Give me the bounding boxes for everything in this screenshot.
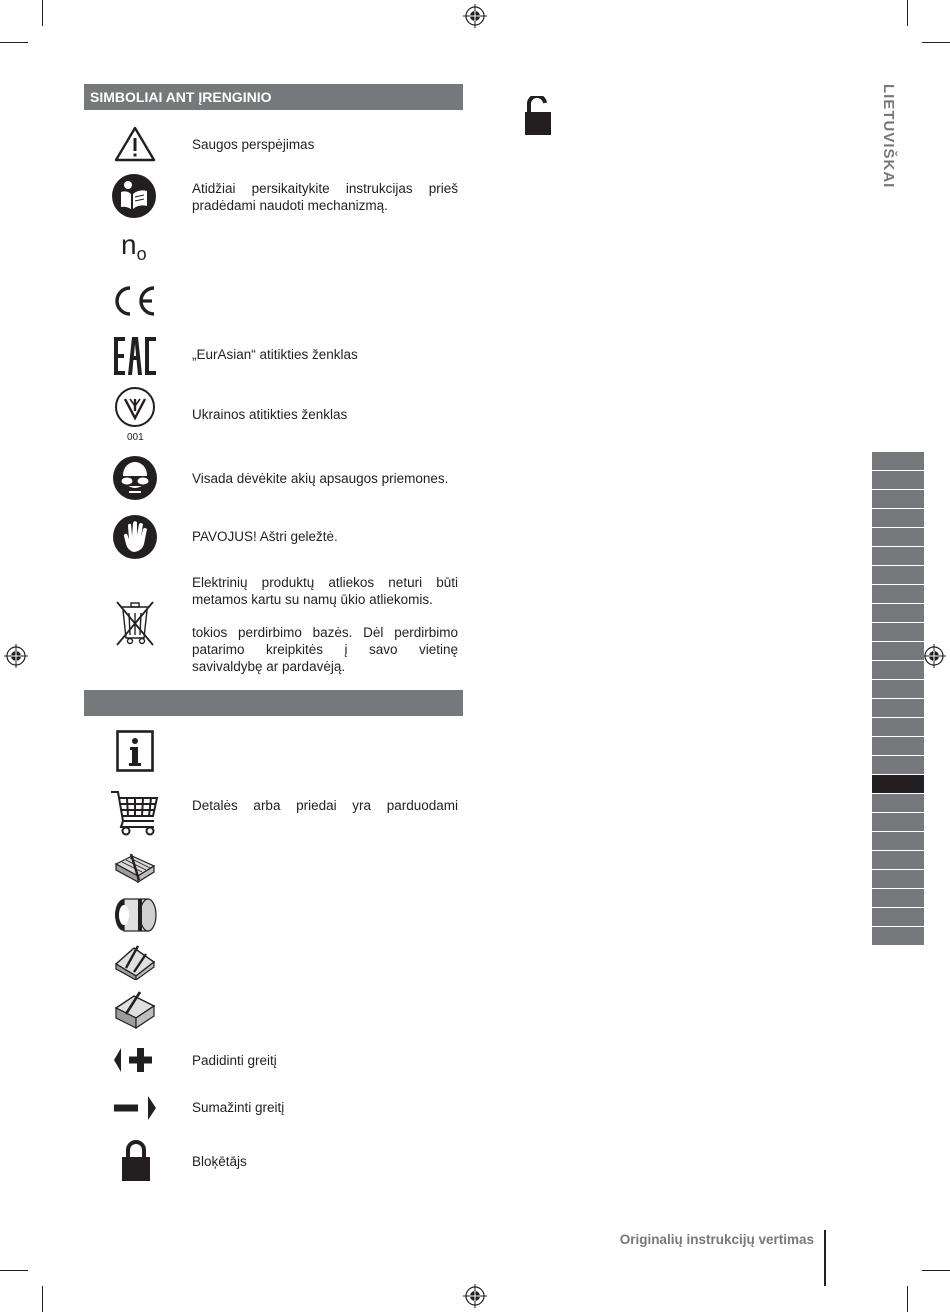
no-load-speed-icon bbox=[121, 230, 161, 266]
language-label: LIETUVIŠKAI bbox=[880, 84, 897, 189]
section-header-second bbox=[84, 690, 463, 716]
side-tab bbox=[872, 813, 924, 832]
sharp-blade-hand-icon bbox=[112, 514, 158, 560]
side-tab bbox=[872, 566, 924, 585]
side-tab bbox=[872, 680, 924, 699]
crop-mark bbox=[42, 1286, 43, 1312]
weee-crossed-bin-icon bbox=[112, 598, 158, 648]
section-header-symbols: SIMBOLIAI ANT ĮRENGINIO bbox=[84, 84, 463, 110]
side-tab bbox=[872, 528, 924, 547]
crop-mark bbox=[0, 42, 28, 43]
side-tab bbox=[872, 642, 924, 661]
side-tab bbox=[872, 889, 924, 908]
registration-mark-icon bbox=[4, 644, 28, 668]
item-text-speed-down: Sumažinti greitį bbox=[192, 1100, 285, 1115]
side-tab bbox=[872, 832, 924, 851]
crop-mark bbox=[907, 1286, 908, 1312]
side-tab bbox=[872, 756, 924, 775]
eac-mark-icon bbox=[113, 336, 157, 376]
eye-protection-icon bbox=[112, 455, 158, 501]
material-cut-icon-2 bbox=[112, 895, 158, 935]
footer-text: Originalių instrukcijų vertimas bbox=[619, 1232, 814, 1247]
side-tab bbox=[872, 927, 924, 946]
side-tab bbox=[872, 661, 924, 680]
crop-mark bbox=[922, 42, 950, 43]
symbol-text-goggles: Visada dėvėkite akių apsaugos priemones. bbox=[192, 471, 449, 486]
side-tab bbox=[872, 490, 924, 509]
side-tab bbox=[872, 452, 924, 471]
footer-rule bbox=[824, 1230, 826, 1286]
padlock-unlocked-icon bbox=[524, 96, 552, 136]
side-tab bbox=[872, 851, 924, 870]
ukraine-code: 001 bbox=[127, 432, 144, 443]
ukraine-conformity-icon bbox=[113, 386, 157, 430]
read-manual-icon bbox=[111, 173, 157, 219]
side-tab bbox=[872, 623, 924, 642]
side-tab bbox=[872, 699, 924, 718]
registration-mark-icon bbox=[463, 1284, 487, 1308]
registration-mark-icon bbox=[922, 644, 946, 668]
info-icon bbox=[116, 730, 154, 772]
item-text-speed-up: Padidinti greitį bbox=[192, 1053, 277, 1068]
side-tab bbox=[872, 718, 924, 737]
padlock-locked-icon bbox=[121, 1140, 151, 1182]
material-cut-icon-4 bbox=[112, 990, 158, 1030]
symbol-text-weee-2: tokios perdirbimo bazės. Dėl perdirbimo patarimo kreipkitės į savo vietinę savivaldybę ar pardavėją. bbox=[192, 625, 458, 674]
side-tab bbox=[872, 471, 924, 490]
side-tab bbox=[872, 509, 924, 528]
side-tab bbox=[872, 604, 924, 623]
side-tab bbox=[872, 737, 924, 756]
shopping-cart-icon bbox=[110, 789, 160, 837]
item-text-cart: Detalės arba priedai yra parduodami bbox=[192, 798, 458, 813]
side-tab bbox=[872, 585, 924, 604]
side-tab bbox=[872, 870, 924, 889]
warning-triangle-icon bbox=[113, 125, 157, 163]
crop-mark bbox=[922, 1270, 950, 1271]
symbol-text-eac: „EurAsian“ atitikties ženklas bbox=[192, 347, 358, 362]
material-cut-icon-3 bbox=[112, 942, 158, 980]
no-load-glyph-sub: o bbox=[136, 244, 147, 264]
symbol-text-blade: PAVOJUS! Aštri geležtė. bbox=[192, 529, 338, 544]
ce-mark-icon bbox=[112, 285, 158, 317]
symbol-text-manual: Atidžiai persikaitykite instrukcijas prieš pradėdami naudoti mechanizmą. bbox=[192, 181, 458, 213]
symbol-text-ukraine: Ukrainos atitikties ženklas bbox=[192, 407, 348, 422]
crop-mark bbox=[0, 1270, 28, 1271]
speed-up-icon bbox=[113, 1046, 159, 1074]
item-text-lock: Bloķētājs bbox=[192, 1154, 247, 1169]
side-tab bbox=[872, 908, 924, 927]
registration-mark-icon bbox=[463, 4, 487, 28]
crop-mark bbox=[907, 0, 908, 26]
no-load-glyph-n: n bbox=[121, 229, 137, 260]
symbol-text-warning: Saugos perspėjimas bbox=[192, 137, 315, 152]
symbol-text-weee-1: Elektrinių produktų atliekos neturi būti metamos kartu su namų ūkio atliekomis. bbox=[192, 575, 458, 607]
speed-down-icon bbox=[113, 1094, 159, 1122]
crop-mark bbox=[42, 0, 43, 26]
side-tab bbox=[872, 794, 924, 813]
material-cut-icon-1 bbox=[112, 850, 158, 886]
side-tab-active bbox=[872, 775, 924, 794]
side-tab bbox=[872, 547, 924, 566]
